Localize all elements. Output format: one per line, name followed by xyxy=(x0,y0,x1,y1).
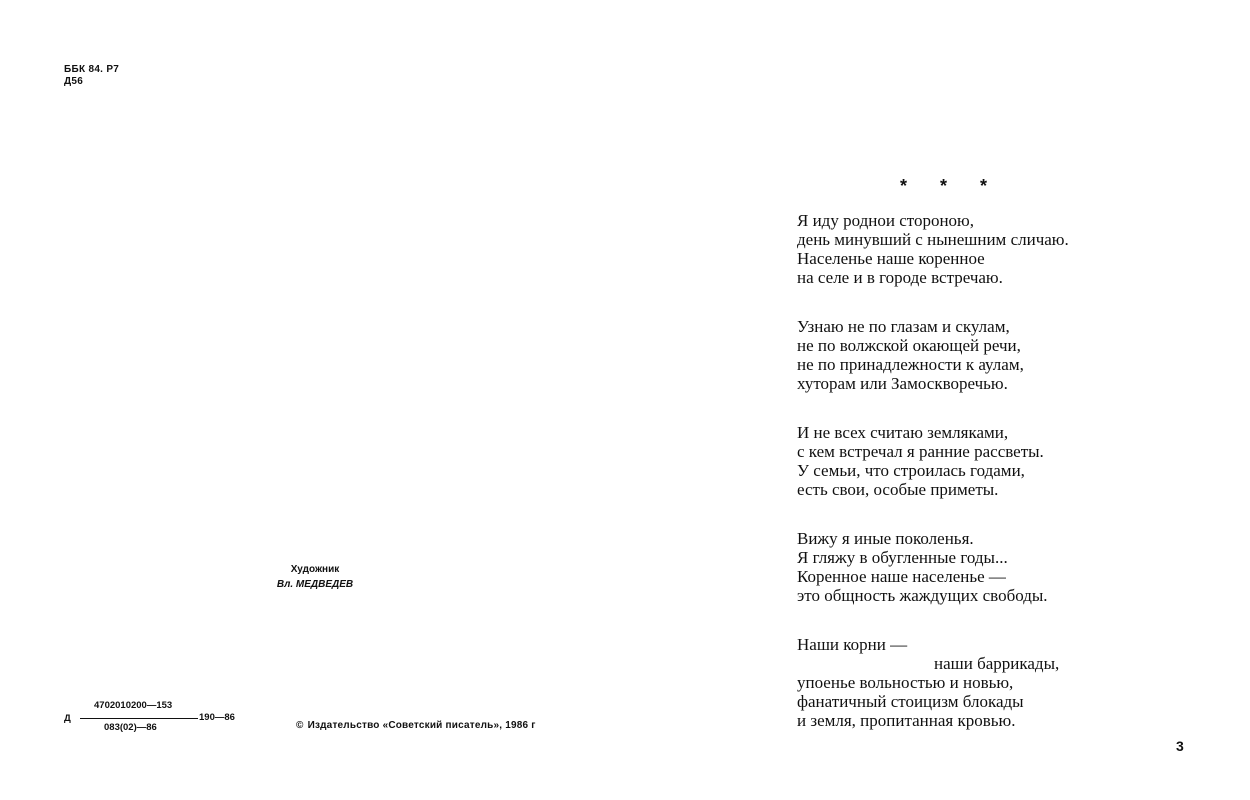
poem-line: У семьи, что строилась годами, xyxy=(797,461,1025,480)
poem-stanza xyxy=(797,635,1237,730)
poem-line: Коренное наше населенье — xyxy=(797,567,1006,586)
poem-line: наши баррикады, xyxy=(934,654,1060,673)
poem-stanza xyxy=(797,529,1237,605)
poem-line: И не всех считаю земляками, xyxy=(797,423,1009,442)
poem-line: упоенье вольностью и новью, xyxy=(797,673,1014,692)
poem-line: на селе и в городе встречаю. xyxy=(797,268,1003,287)
poem-stanza xyxy=(797,423,1237,499)
copyright-notice xyxy=(296,720,536,731)
artist-label: Художник xyxy=(290,564,340,575)
artist-credit xyxy=(240,562,390,592)
copyright-icon: © xyxy=(296,720,304,731)
poem-line: Наши корни — xyxy=(797,635,908,654)
copyright-text: Издательство «Советский писатель», 1986 г xyxy=(307,720,536,731)
page-number: 3 xyxy=(1176,738,1184,754)
poem-line: день минувший с нынешним сличаю. xyxy=(797,230,1069,249)
right-page xyxy=(625,0,1250,800)
author-code: Д56 xyxy=(64,76,84,87)
poem-line: не по волжской окающей речи, xyxy=(797,336,1021,355)
bbk-classification xyxy=(64,64,119,88)
poem-separator: * * * xyxy=(900,176,1002,196)
poem-line: Вижу я иные поколенья. xyxy=(797,529,974,548)
poem-line: не по принадлежности к аулам, xyxy=(797,355,1024,374)
poem-line: с кем встречал я ранние рассветы. xyxy=(797,442,1044,461)
index-suffix: 190—86 xyxy=(199,712,235,723)
poem-line: есть свои, особые приметы. xyxy=(797,480,999,499)
poem xyxy=(797,211,1237,730)
poem-line: Населенье наше коренное xyxy=(797,249,985,268)
poem-line: Узнаю не по глазам и скулам, xyxy=(797,317,1010,336)
poem-line: фанатичный стоицизм блокады xyxy=(797,692,1024,711)
bbk-code: ББК 84. Р7 xyxy=(64,64,120,75)
poem-line: хуторам или Замоскворечью. xyxy=(797,374,1008,393)
index-numerator: 4702010200—153 xyxy=(94,700,173,711)
index-letter: Д xyxy=(64,713,71,724)
catalog-index xyxy=(64,700,264,740)
poem-stanza xyxy=(797,211,1237,287)
poem-stanza xyxy=(797,317,1237,393)
poem-line: Я гляжу в обугленные годы... xyxy=(797,548,1008,567)
poem-line: и земля, пропитанная кровью. xyxy=(797,711,1016,730)
index-denominator: 083(02)—86 xyxy=(104,722,157,733)
poem-line: Я иду роднои стороною, xyxy=(797,211,974,230)
artist-name: Вл. МЕДВЕДЕВ xyxy=(276,579,354,590)
poem-line: это общность жаждущих свободы. xyxy=(797,586,1048,605)
index-fraction-line xyxy=(80,718,198,719)
